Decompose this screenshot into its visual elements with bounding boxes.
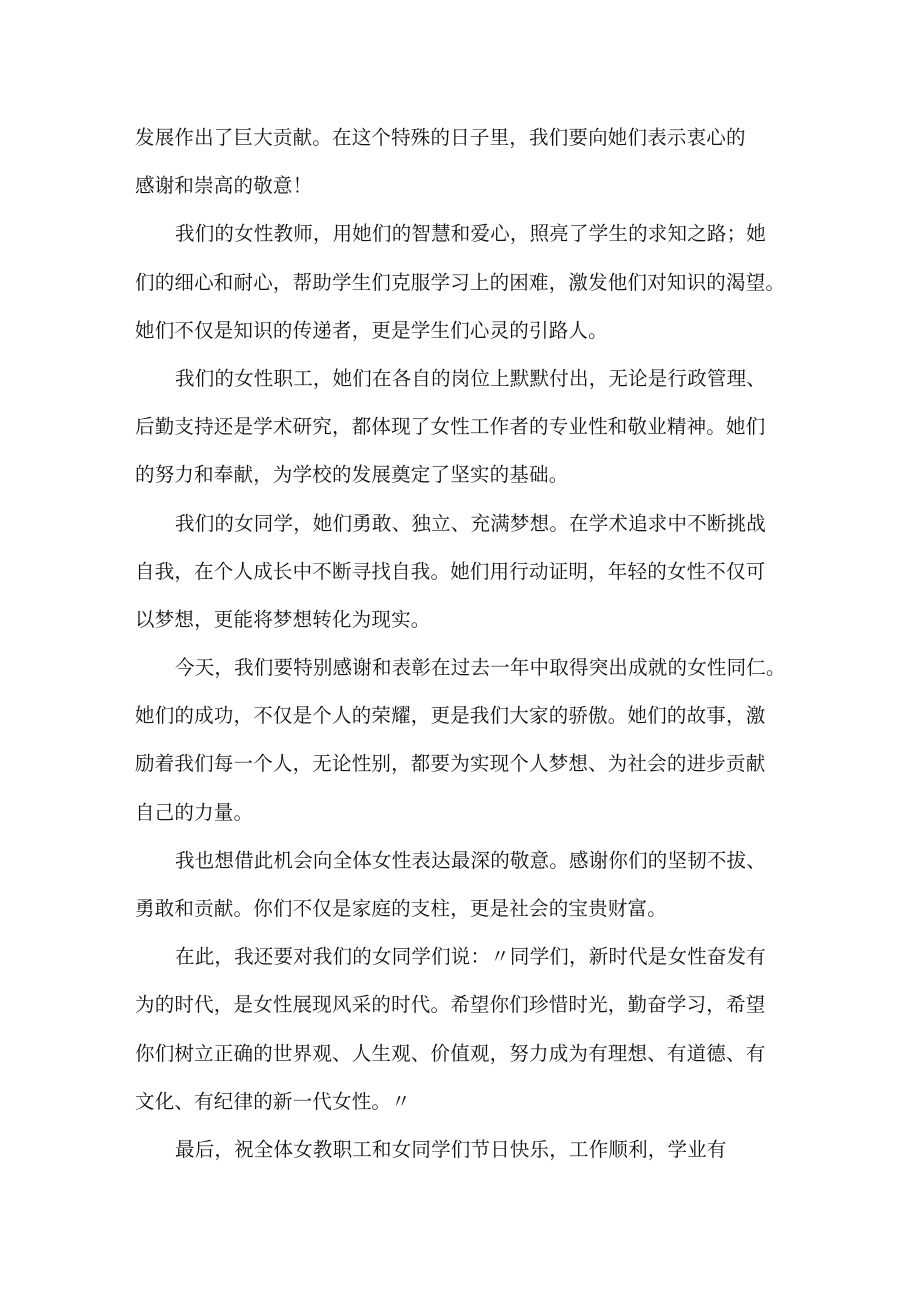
paragraph-line: 你们树立正确的世界观、人生观、价值观，努力成为有理想、有道德、有: [135, 1041, 766, 1065]
paragraph-line: 后勤支持还是学术研究，都体现了女性工作者的专业性和敬业精神。她们: [135, 415, 766, 439]
paragraph-first-line: 我们的女性职工，她们在各自的岗位上默默付出，无论是行政管理、: [175, 366, 767, 390]
body-text: [135, 114, 786, 1174]
paragraph-line: 她们的成功，不仅是个人的荣耀，更是我们大家的骄傲。她们的故事，激: [135, 704, 766, 728]
paragraph-first-line: 我们的女同学，她们勇敢、独立、充满梦想。在学术追求中不断挑战: [175, 511, 767, 535]
paragraph-line: 以梦想，更能将梦想转化为现实。: [135, 607, 431, 631]
paragraph-first-line: 最后，祝全体女教职工和女同学们节日快乐，工作顺利，学业有: [175, 1137, 727, 1161]
paragraph-line: 文化、有纪律的新一代女性。〃: [135, 1089, 411, 1113]
paragraph-line: 自我，在个人成长中不断寻找自我。她们用行动证明，年轻的女性不仅可: [135, 559, 766, 583]
paragraph-first-line: 我也想借此机会向全体女性表达最深的敬意。感谢你们的坚韧不拔、: [175, 848, 767, 872]
paragraph-first-line: 今天，我们要特别感谢和表彰在过去一年中取得突出成就的女性同仁。: [175, 656, 786, 680]
paragraph-line: 们的细心和耐心，帮助学生们克服学习上的困难，激发他们对知识的渴望。: [135, 270, 786, 294]
paragraph-first-line: 我们的女性教师，用她们的智慧和爱心，照亮了学生的求知之路；她: [175, 222, 767, 246]
paragraph-line: 自己的力量。: [135, 800, 254, 824]
paragraph-line: 她们不仅是知识的传递者，更是学生们心灵的引路人。: [135, 318, 608, 342]
paragraph-line: 发展作出了巨大贡献。在这个特殊的日子里，我们要向她们表示衷心的: [135, 126, 746, 149]
paragraph-first-line: 在此，我还要对我们的女同学们说：〃同学们，新时代是女性奋发有: [175, 945, 767, 969]
paragraph-line: 为的时代，是女性展现风采的时代。希望你们珍惜时光，勤奋学习，希望: [135, 993, 766, 1017]
paragraph-line: 勇敢和贡献。你们不仅是家庭的支柱，更是社会的宝贵财富。: [135, 897, 667, 920]
paragraph-line: 励着我们每一个人，无论性别，都要为实现个人梦想、为社会的进步贡献: [135, 752, 766, 776]
paragraph-line: 的努力和奉献，为学校的发展奠定了坚实的基础。: [135, 463, 569, 487]
paragraph-line: 感谢和崇高的敬意！: [135, 174, 313, 198]
